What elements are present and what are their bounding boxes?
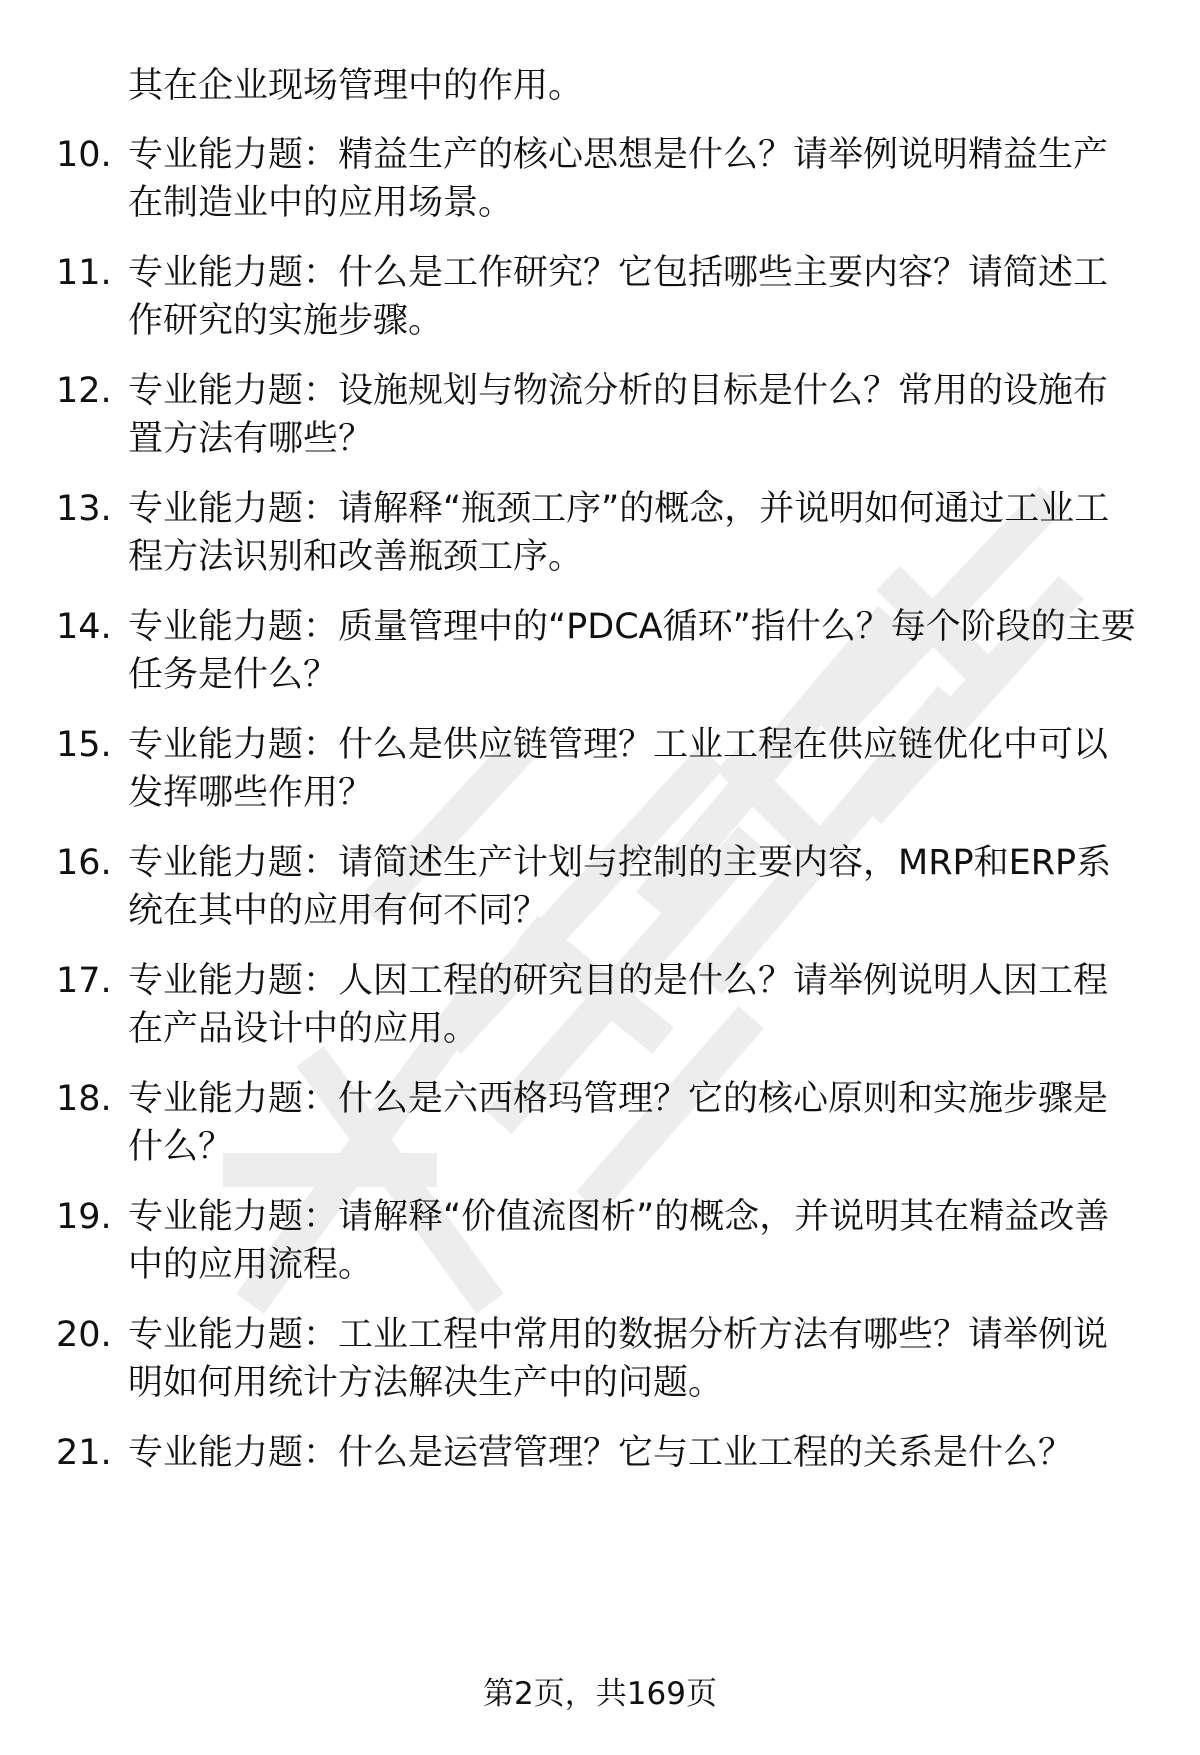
- question-text: 专业能力题：什么是工作研究？它包括哪些主要内容？请简述工作研究的实施步骤。: [128, 253, 1109, 341]
- question-text: 专业能力题：什么是六西格玛管理？它的核心原则和实施步骤是什么？: [128, 1079, 1109, 1167]
- question-number: 14.: [56, 607, 112, 647]
- question-text: 专业能力题：什么是供应链管理？工业工程在供应链优化中可以发挥哪些作用？: [128, 725, 1109, 813]
- question-number: 12.: [56, 371, 112, 411]
- question-text: 专业能力题：什么是运营管理？它与工业工程的关系是什么？: [128, 1433, 1074, 1473]
- question-number: 13.: [56, 489, 112, 529]
- question-number: 20.: [56, 1315, 112, 1355]
- question-number: 21.: [56, 1433, 112, 1473]
- question-text: 专业能力题：质量管理中的“PDCA循环”指什么？每个阶段的主要任务是什么？: [128, 607, 1136, 695]
- question-text: 专业能力题：设施规划与物流分析的目标是什么？常用的设施布置方法有哪些？: [128, 371, 1109, 459]
- question-text: 专业能力题：工业工程中常用的数据分析方法有哪些？请举例说明如何用统计方法解决生产中的问题。: [128, 1315, 1109, 1403]
- question-number: 15.: [56, 725, 112, 765]
- question-number: 18.: [56, 1079, 112, 1119]
- question-text: 专业能力题：请简述生产计划与控制的主要内容，MRP和ERP系统在其中的应用有何不同？: [128, 843, 1112, 931]
- question-text: 专业能力题：请解释“瓶颈工序”的概念，并说明如何通过工业工程方法识别和改善瓶颈工序。: [128, 489, 1110, 577]
- page-footer: 第2页，共169页: [483, 1676, 717, 1712]
- question-text: 专业能力题：请解释“价值流图析”的概念，并说明其在精益改善中的应用流程。: [128, 1197, 1110, 1285]
- question-number: 16.: [56, 843, 112, 883]
- continuation-text: 其在企业现场管理中的作用。: [128, 66, 584, 106]
- question-number: 17.: [56, 961, 112, 1001]
- question-text: 专业能力题：人因工程的研究目的是什么？请举例说明人因工程在产品设计中的应用。: [128, 961, 1109, 1049]
- question-number: 11.: [56, 253, 112, 293]
- question-number: 10.: [56, 135, 112, 175]
- question-text: 专业能力题：精益生产的核心思想是什么？请举例说明精益生产在制造业中的应用场景。: [128, 135, 1109, 223]
- question-number: 19.: [56, 1197, 112, 1237]
